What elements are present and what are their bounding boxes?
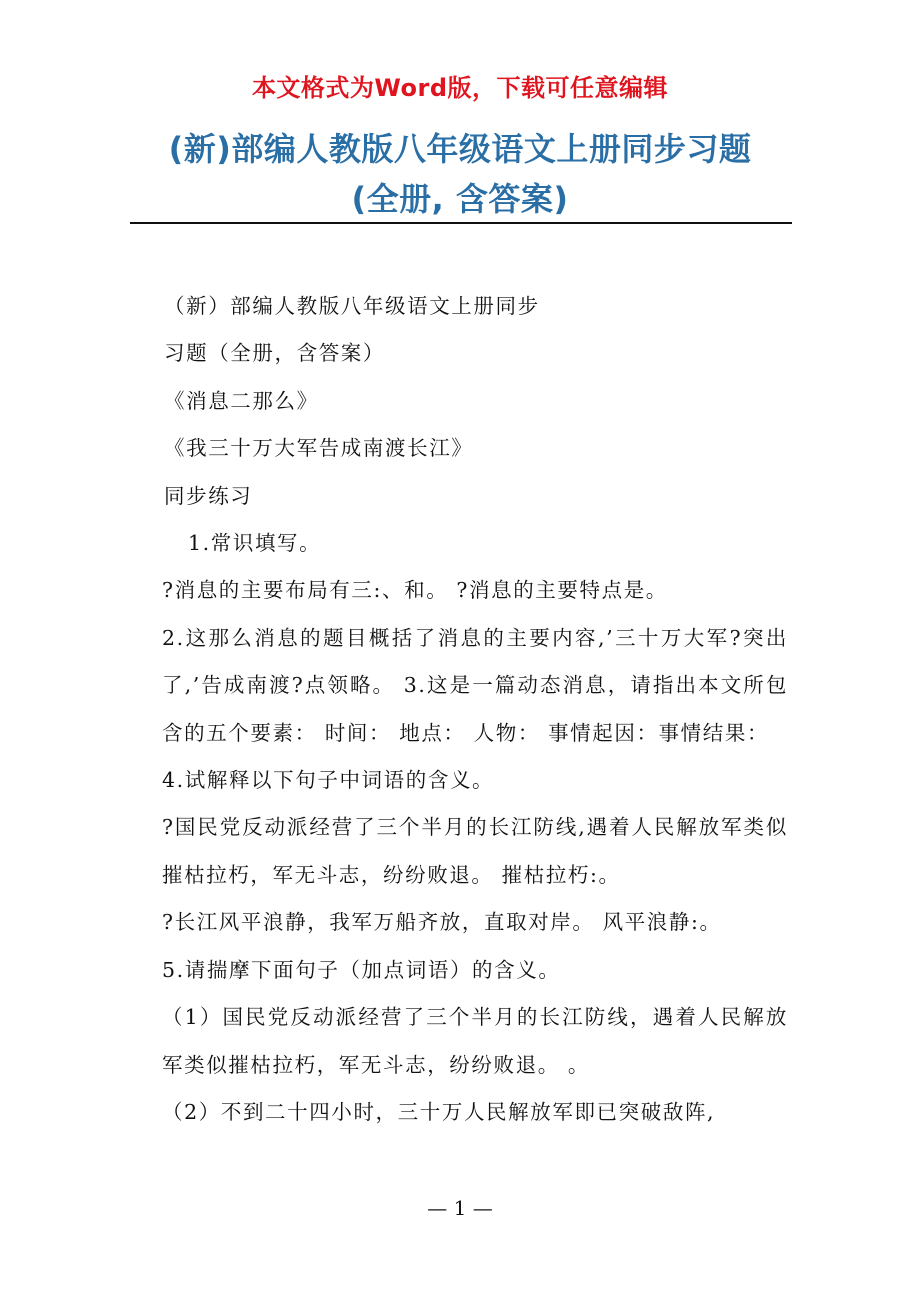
- body-line: 习题（全册，含答案）: [164, 341, 385, 366]
- body-paragraph: （1）国民党反动派经营了三个半月的长江防线，遇着人民解放军类似摧枯拉朽，军无斗志，纷纷败退。 。: [162, 1005, 788, 1077]
- document-title-line-1: (新)部编人教版八年级语文上册同步习题: [168, 130, 752, 168]
- body-paragraph: 2.这那么消息的题目概括了消息的主要内容,’三十万大军?突出了,’告成南渡?点领略。 3.这是一篇动态消息，请指出本文所包含的五个要素： 时间： 地点： 人物： 事情起因：事情结果：: [162, 625, 788, 745]
- body-line: （新）部编人教版八年级语文上册同步: [164, 294, 540, 318]
- body-paragraph: ?国民党反动派经营了三个半月的长江防线,遇着人民解放军类似摧枯拉朽，军无斗志，纷纷败退。 摧枯拉朽:。: [162, 815, 788, 887]
- document-body: [140, 283, 788, 1136]
- document-title-line-2: (全册, 含答案): [351, 180, 569, 218]
- title-divider: [130, 222, 792, 224]
- body-line: 5.请揣摩下面句子（加点词语）的含义。: [162, 957, 561, 982]
- page-number: — 1 —: [427, 1196, 493, 1220]
- body-line: 《我三十万大军告成南渡长江》: [164, 436, 474, 461]
- body-line: 《消息二那么》: [164, 388, 319, 413]
- body-line: ?消息的主要布局有三:、和。 ?消息的主要特点是。: [162, 578, 668, 603]
- body-line: 4.试解释以下句子中词语的含义。: [162, 768, 495, 793]
- body-line: 1.常识填写。: [188, 531, 322, 556]
- download-banner: 本文格式为Word版，下载可任意编辑: [251, 74, 669, 102]
- body-line: ?长江风平浪静，我军万船齐放，直取对岸。 风平浪静:。: [162, 910, 722, 935]
- body-line: 同步练习: [164, 483, 253, 508]
- body-line: （2）不到二十四小时，三十万人民解放军即已突破敌阵,: [162, 1099, 716, 1124]
